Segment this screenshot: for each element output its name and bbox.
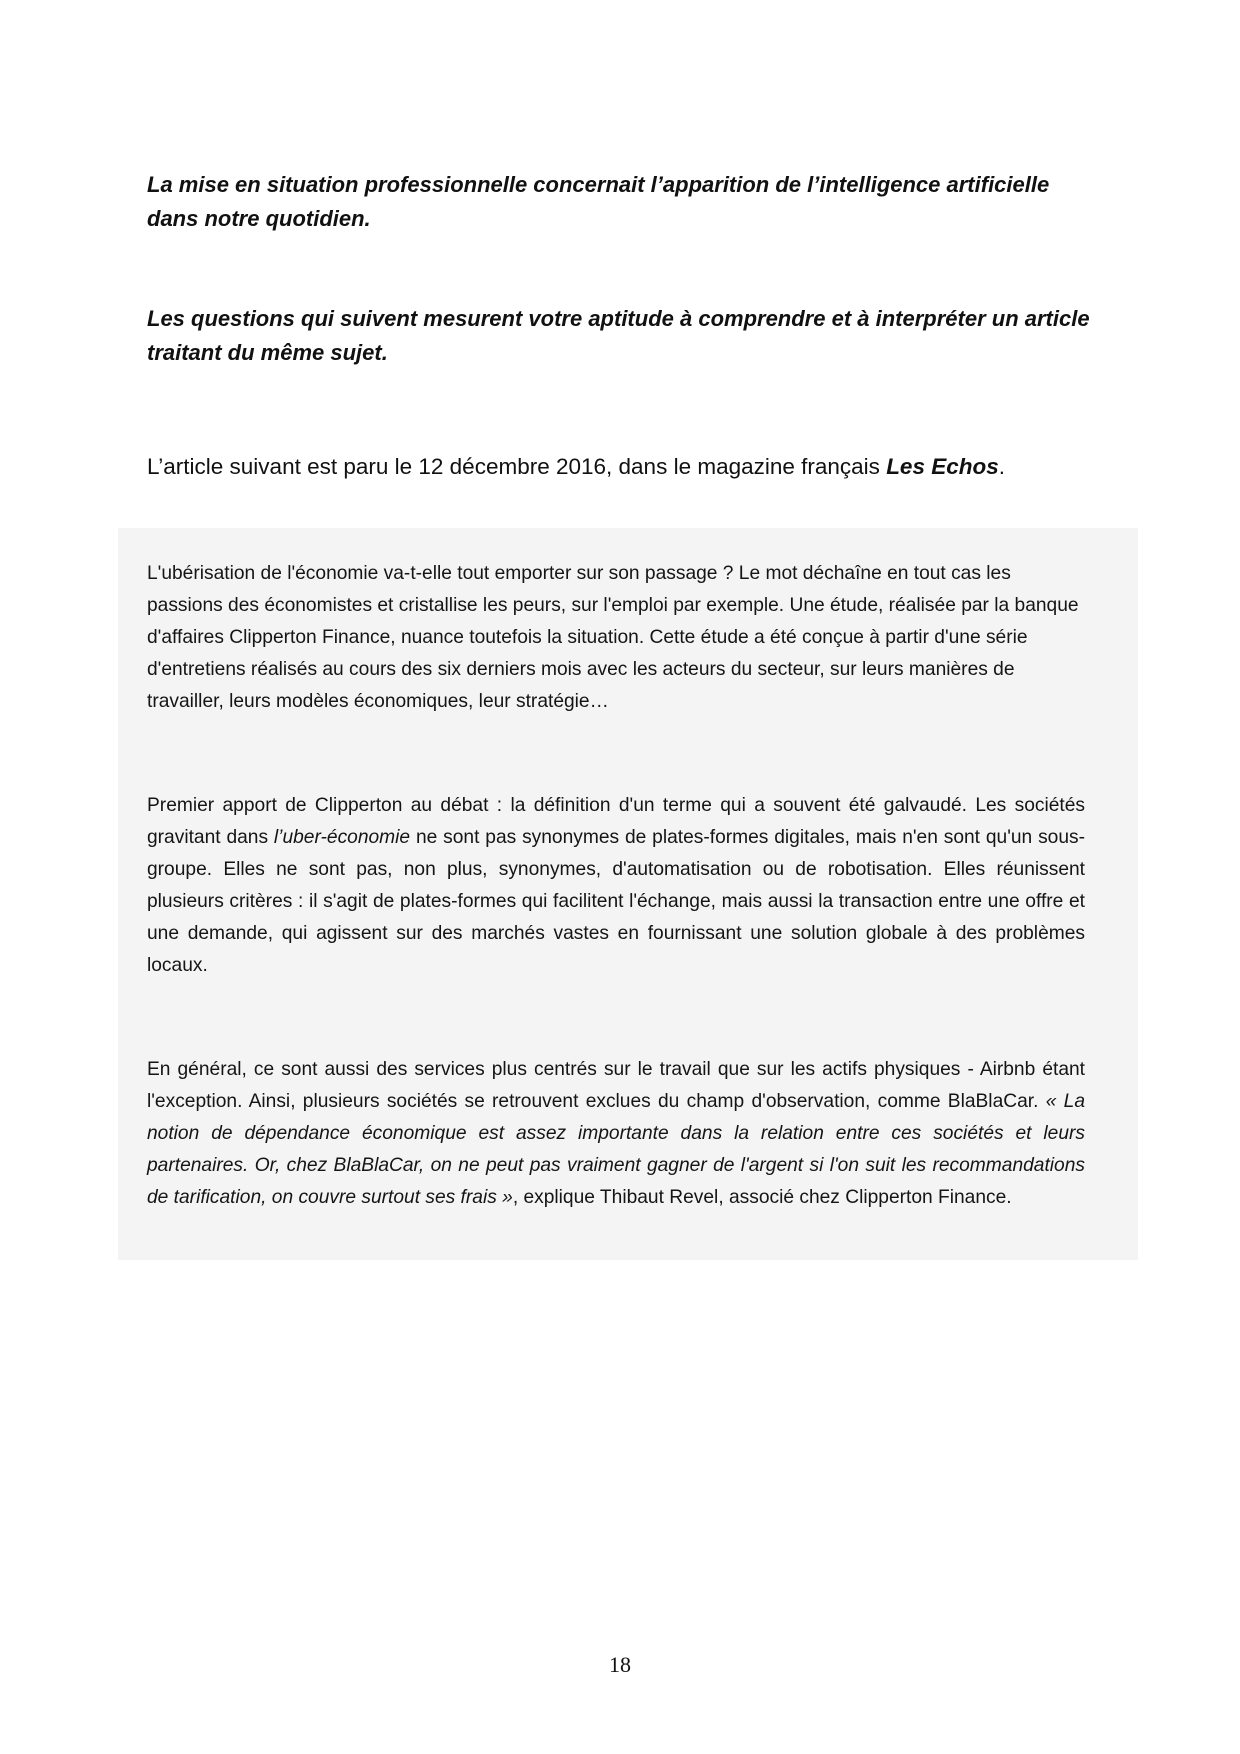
article-paragraph-2	[147, 790, 1085, 982]
source-prefix: L’article suivant est paru le 12 décembre 2016, dans le magazine français	[147, 454, 887, 479]
source-suffix: .	[998, 454, 1005, 479]
intro-statement-instructions: Les questions qui suivent mesurent votre aptitude à comprendre et à interpréter un article traitant du même sujet.	[147, 306, 1090, 365]
intro-statement-context: La mise en situation professionnelle concernait l’apparition de l’intelligence artificielle dans notre quotidien.	[147, 172, 1050, 231]
paragraph-2-text-before: Premier apport de Clipperton au débat : la définition d'un terme qui a souvent été galvaudé. Les sociétés gravitant dans	[147, 795, 1085, 848]
article-paragraph-3	[147, 1054, 1085, 1214]
uber-economie-term: l’uber-économie	[273, 827, 411, 848]
paragraph-3-text-before: En général, ce sont aussi des services plus centrés sur le travail que sur les actifs physiques - Airbnb étant l'exception. Ainsi, plusieurs sociétés se retrouvent exclues du champ d'observation, comme BlaBlaCar.	[147, 1059, 1085, 1112]
article-excerpt-box	[118, 528, 1138, 1260]
paragraph-3-text-after: , explique Thibaut Revel, associé chez Clipperton Finance.	[512, 1187, 1012, 1208]
article-paragraph-1: L'ubérisation de l'économie va-t-elle tout emporter sur son passage ? Le mot déchaîne en tout cas les passions des économistes et cristallise les peurs, sur l'emploi par exemple. Une étude, réalisée par la banque d'affaires Clipperton Finance, nuance toutefois la situation. Cette étude a été conçue à partir d'une série d'entretiens réalisés au cours des six derniers mois avec les acteurs du secteur, sur leurs manières de travailler, leurs modèles économiques, leur stratégie…	[147, 563, 1079, 712]
revel-quote: « La notion de dépendance économique est assez importante dans la relation entre ces sociétés et leurs partenaires. Or, chez BlaBlaCar, on ne peut pas vraiment gagner de l'argent si l'on suit les recommandations de tarification, on couvre surtout ses frais »	[147, 1091, 1085, 1208]
page-number: 18	[609, 1652, 631, 1677]
article-source-line	[147, 450, 1091, 484]
magazine-name: Les Echos	[886, 454, 999, 479]
paragraph-2-text-after: ne sont pas synonymes de plates-formes digitales, mais n'en sont qu'un sous-groupe. Elles ne sont pas, non plus, synonymes, d'automatisation ou de robotisation. Elles réunissent plusieurs critères : il s'agit de plates-formes qui facilitent l'échange, mais aussi la transaction entre une offre et une demande, qui agissent sur des marchés vastes en fournissant une solution globale à des problèmes locaux.	[147, 827, 1085, 976]
